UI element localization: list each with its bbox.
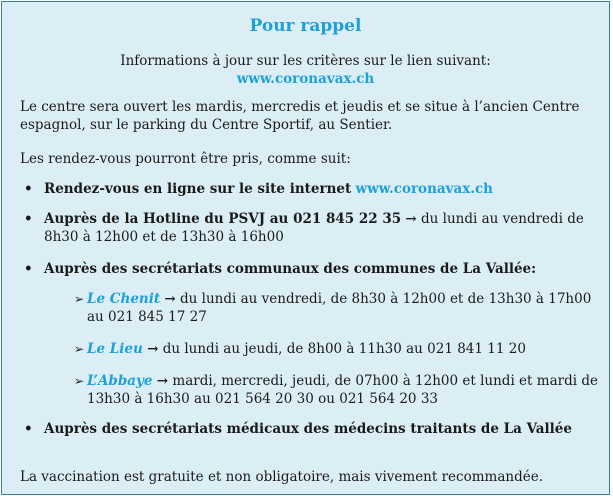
hotline-text: Auprès de la Hotline du PSVJ au 021 845 22 35	[44, 211, 402, 227]
commune-item-labbaye	[74, 372, 605, 408]
arrowhead-bullet-icon: ➢	[74, 292, 85, 306]
info-block	[2, 52, 609, 88]
commune-name: L’Abbaye	[87, 373, 153, 389]
online-link[interactable]: www.coronavax.ch	[355, 181, 494, 197]
bullet-secretariats-medicaux	[20, 420, 605, 438]
bullet-hotline	[20, 210, 605, 246]
bullet-online	[20, 180, 605, 198]
right-arrow-icon: →	[156, 373, 169, 389]
right-arrow-icon: →	[147, 341, 159, 357]
secretariats-communaux-text: Auprès des secrétariats communaux des communes de La Vallée:	[44, 261, 537, 277]
hotline-hours: du lundi au vendredi de 8h30 à 12h00 et de 13h30 à 16h00	[44, 211, 584, 245]
arrowhead-bullet-icon: ➢	[74, 374, 85, 388]
right-arrow-icon: →	[405, 211, 417, 227]
arrowhead-bullet-icon: ➢	[74, 342, 85, 356]
online-text: Rendez-vous en ligne sur le site internet	[44, 181, 352, 197]
commune-details: du lundi au jeudi, de 8h00 à 11h30 au 021 841 11 20	[162, 341, 526, 357]
bullet-dot-icon: •	[24, 181, 33, 197]
commune-details: du lundi au vendredi, de 8h30 à 12h00 et de 13h30 à 17h00 au 021 845 17 27	[87, 291, 592, 325]
bullet-dot-icon: •	[24, 211, 33, 227]
closing-paragraph: La vaccination est gratuite et non obligatoire, mais vivement recommandée.	[20, 469, 543, 485]
commune-name: Le Chenit	[87, 291, 161, 307]
secretariats-medicaux-text: Auprès des secrétariats médicaux des médecins traitants de La Vallée	[44, 421, 572, 437]
info-line: Informations à jour sur les critères sur le lien suivant:	[120, 53, 491, 69]
opening-paragraph: Le centre sera ouvert les mardis, mercredis et jeudis et se situe à l’ancien Centre espagnol, sur le parking du Centre Sportif, au Sentier.	[20, 99, 580, 133]
commune-item-le-lieu	[74, 340, 605, 358]
bullet-secretariats-communaux	[20, 260, 605, 278]
commune-name: Le Lieu	[87, 341, 143, 357]
right-arrow-icon: →	[164, 291, 176, 307]
commune-item-le-chenit	[74, 290, 605, 326]
bullet-dot-icon: •	[24, 421, 33, 437]
rdv-paragraph: Les rendez-vous pourront être pris, comme suit:	[20, 151, 351, 167]
info-link[interactable]: www.coronavax.ch	[236, 71, 375, 87]
bullet-dot-icon: •	[24, 261, 33, 277]
commune-details: mardi, mercredi, jeudi, de 07h00 à 12h00 et lundi et mardi de 13h30 à 16h30 au 021 564 20 30 ou 021 564 20 33	[87, 373, 598, 407]
box-title: Pour rappel	[249, 16, 362, 36]
reminder-box	[1, 1, 610, 495]
